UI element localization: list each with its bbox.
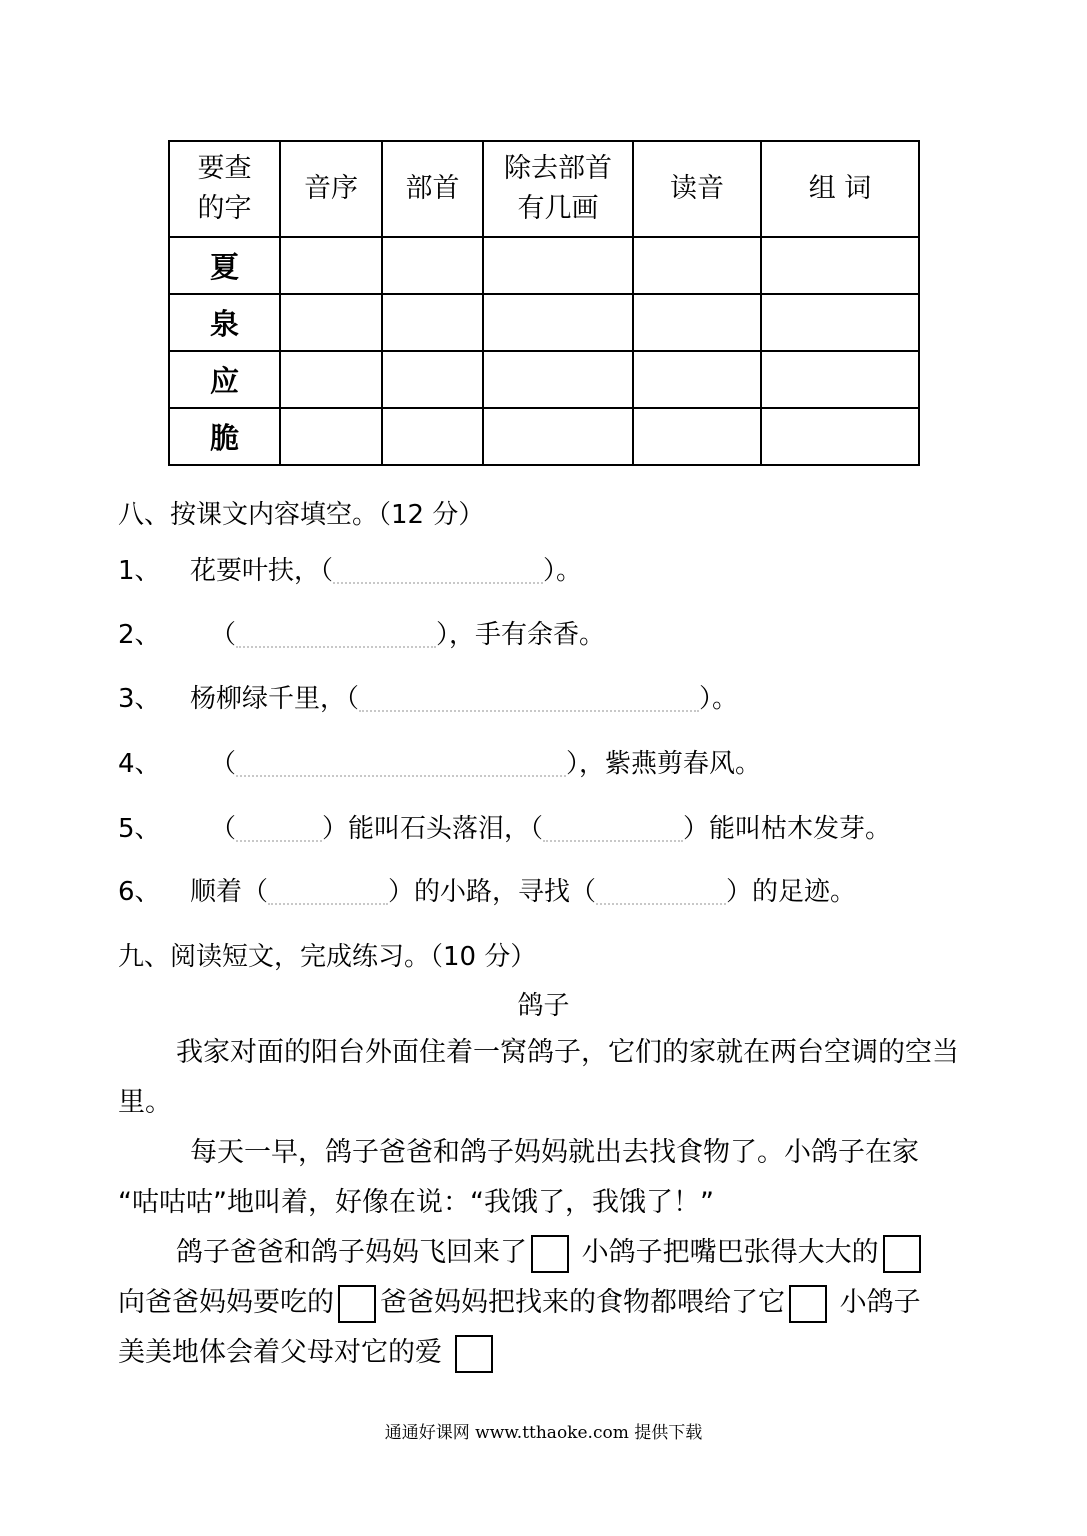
item-text: ）能叫石头落泪，（ <box>322 814 544 844</box>
answer-cell[interactable] <box>382 294 483 351</box>
sentence: 鸽子爸爸和鸽子妈妈飞回来了 <box>176 1237 527 1268</box>
page-footer: 通通好课网 www.tthaoke.com 提供下载 <box>384 1423 703 1443</box>
answer-cell[interactable] <box>761 351 919 408</box>
item-number: 2、 <box>118 620 161 650</box>
item-number: 3、 <box>118 684 161 714</box>
item-text: 杨柳绿千里，（ <box>190 684 360 714</box>
fill-blank[interactable] <box>359 688 699 712</box>
fill-blank[interactable] <box>543 818 683 842</box>
item-text: ）的小路，寻找（ <box>388 877 597 907</box>
answer-cell[interactable] <box>761 408 919 465</box>
item-text: 花要叶扶，（ <box>190 556 334 586</box>
paragraph-line: “咕咕咕”地叫着，好像在说：“我饿了，我饿了！” <box>118 1187 714 1218</box>
answer-cell[interactable] <box>483 408 633 465</box>
item-text: ）的足迹。 <box>726 877 857 907</box>
answer-cell[interactable] <box>382 237 483 294</box>
fill-item-5 <box>118 808 891 845</box>
item-text: ）能叫枯木发芽。 <box>683 814 892 844</box>
passage-title: 鸽子 <box>517 991 570 1021</box>
header-cell: 要查 的字 <box>169 141 280 237</box>
answer-cell[interactable] <box>761 294 919 351</box>
lookup-character: 夏 <box>169 237 280 294</box>
punctuation-box[interactable] <box>883 1235 921 1273</box>
fill-blank[interactable] <box>268 881 388 905</box>
item-text: （ <box>210 749 237 779</box>
table-row <box>169 351 919 408</box>
header-cell: 部首 <box>382 141 483 237</box>
answer-cell[interactable] <box>483 294 633 351</box>
answer-cell[interactable] <box>483 351 633 408</box>
answer-cell[interactable] <box>633 294 761 351</box>
sentence: 小鸽子 <box>839 1287 921 1318</box>
sentence: 向爸爸妈妈要吃的 <box>118 1287 334 1318</box>
fill-blank[interactable] <box>236 818 322 842</box>
answer-cell[interactable] <box>280 237 382 294</box>
passage-paragraph-2 <box>118 1128 978 1228</box>
sentence: 爸爸妈妈把找来的食物都喂给了它 <box>380 1287 785 1318</box>
paragraph-line: 每天一早，鸽子爸爸和鸽子妈妈就出去找食物了。小鸽子在家 <box>190 1137 919 1168</box>
answer-cell[interactable] <box>633 408 761 465</box>
header-cell: 除去部首 有几画 <box>483 141 633 237</box>
lookup-character: 脆 <box>169 408 280 465</box>
item-number: 6、 <box>118 877 161 907</box>
item-number: 4、 <box>118 749 161 779</box>
answer-cell[interactable] <box>280 408 382 465</box>
passage-paragraph-1: 我家对面的阳台外面住着一窝鸽子，它们的家就在两台空调的空当里。 <box>118 1037 959 1118</box>
sentence: 小鸽子把嘴巴张得大大的 <box>581 1237 879 1268</box>
item-number: 5、 <box>118 814 161 844</box>
lookup-character: 泉 <box>169 294 280 351</box>
section-8-heading: 八、按课文内容填空。（12 分） <box>118 500 485 530</box>
fill-blank[interactable] <box>236 753 566 777</box>
punctuation-box[interactable] <box>531 1235 569 1273</box>
answer-cell[interactable] <box>761 237 919 294</box>
fill-item-1 <box>118 550 582 587</box>
section-9-heading: 九、阅读短文，完成练习。（10 分） <box>118 942 537 972</box>
item-text: ）。 <box>543 556 583 586</box>
fill-blank[interactable] <box>333 560 543 584</box>
answer-cell[interactable] <box>280 294 382 351</box>
answer-cell[interactable] <box>633 351 761 408</box>
fill-item-3 <box>118 678 738 715</box>
paragraph-line <box>118 1228 978 1278</box>
answer-cell[interactable] <box>382 351 483 408</box>
item-text: ），紫燕剪春风。 <box>566 749 762 779</box>
punctuation-box[interactable] <box>338 1285 376 1323</box>
item-text: 顺着（ <box>190 877 269 907</box>
sentence: 美美地体会着父母对它的爱 <box>118 1337 442 1368</box>
table-header-row <box>169 141 919 237</box>
fill-blank[interactable] <box>236 624 436 648</box>
answer-cell[interactable] <box>382 408 483 465</box>
header-cell: 音序 <box>280 141 382 237</box>
fill-item-4 <box>118 743 761 780</box>
answer-cell[interactable] <box>483 237 633 294</box>
fill-item-6 <box>118 871 856 908</box>
paragraph-line <box>118 1278 978 1328</box>
table-row <box>169 408 919 465</box>
header-cell: 组 词 <box>761 141 919 237</box>
item-text: ）。 <box>699 684 739 714</box>
item-text: （ <box>210 620 237 650</box>
table-row <box>169 294 919 351</box>
answer-cell[interactable] <box>280 351 382 408</box>
fill-item-2 <box>118 614 605 651</box>
item-number: 1、 <box>118 556 161 586</box>
item-text: （ <box>210 814 237 844</box>
punctuation-box[interactable] <box>789 1285 827 1323</box>
table-row <box>169 237 919 294</box>
passage-paragraph-3 <box>118 1228 978 1378</box>
fill-blank[interactable] <box>596 881 726 905</box>
header-cell: 读音 <box>633 141 761 237</box>
dictionary-table <box>168 140 920 466</box>
punctuation-box[interactable] <box>455 1335 493 1373</box>
paragraph-line <box>118 1328 978 1378</box>
lookup-character: 应 <box>169 351 280 408</box>
answer-cell[interactable] <box>633 237 761 294</box>
item-text: ），手有余香。 <box>436 620 606 650</box>
